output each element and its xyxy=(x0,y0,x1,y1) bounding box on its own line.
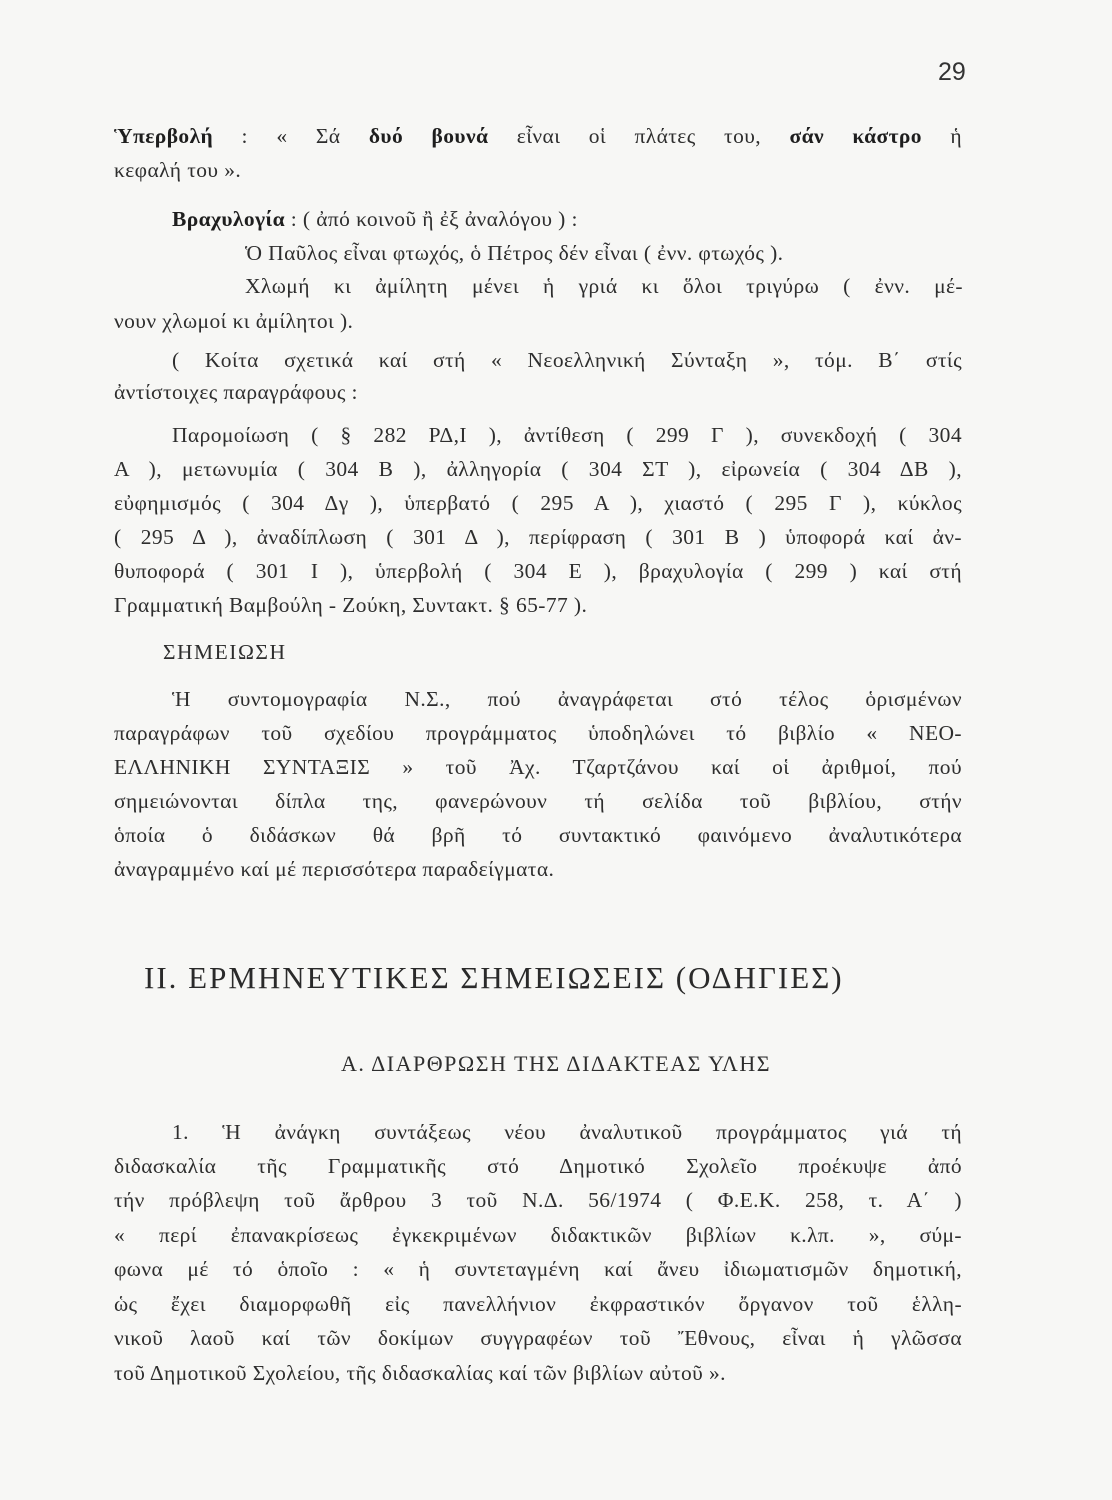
section-heading: ΙΙ. ΕΡΜΗΝΕΥΤΙΚΕΣ ΣΗΜΕΙΩΣΕΙΣ (ΟΔΗΓΙΕΣ) xyxy=(144,960,844,995)
para1-line-8: τοῦ Δημοτικοῦ Σχολείου, τῆς διδασκαλίας καί τῶν βιβλίων αὐτοῦ ». xyxy=(114,1361,726,1385)
note-line-6: ἀναγραμμένο καί μέ περισσότερα παραδείγματα. xyxy=(114,857,555,881)
figures-line-4: ( 295 Δ ), ἀναδίπλωση ( 301 Δ ), περίφραση ( 301 Β ) ὑποφορά καί ἀν- xyxy=(114,525,962,549)
note-line-5: ὁποία ὁ διδάσκων θά βρῆ τό συντακτικό φαινόμενο ἀναλυτικότερα xyxy=(114,823,962,847)
figures-line-3: εὐφημισμός ( 304 Δγ ), ὑπερβατό ( 295 Α ), χιαστό ( 295 Γ ), κύκλος xyxy=(114,491,962,515)
subsection-heading: Α. ΔΙΑΡΘΡΩΣΗ ΤΗΣ ΔΙΔΑΚΤΕΑΣ ΥΛΗΣ xyxy=(340,1051,772,1076)
hyperbole-bold-2: σάν κάστρο xyxy=(789,124,922,148)
brachylogia-example-1: Ὁ Παῦλος εἶναι φτωχός, ὁ Πέτρος δέν εἶναι ( ἐνν. φτωχός ). xyxy=(245,241,784,265)
brachylogia-line xyxy=(172,204,1020,234)
hyperbole-mid: εἶναι οἱ πλάτες του, xyxy=(488,124,790,148)
note-line-4: σημειώνονται δίπλα της, φανερώνουν τή σελίδα τοῦ βιβλίου, στήν xyxy=(114,789,962,813)
hyperbole-term: Ὑπερβολή xyxy=(114,124,214,148)
hyperbole-line-1 xyxy=(114,121,962,151)
figures-line-2: Α ), μετωνυμία ( 304 Β ), ἀλληγορία ( 304 ΣΤ ), εἰρωνεία ( 304 ΔΒ ), xyxy=(114,457,962,481)
para1-line-6: ὡς ἔχει διαμορφωθῆ εἰς πανελλήνιον ἐκφραστικόν ὄργανον τοῦ ἑλλη- xyxy=(114,1292,962,1316)
note-line-3: ΕΛΛΗΝΙΚΗ ΣΥΝΤΑΞΙΣ » τοῦ Ἀχ. Τζαρτζάνου καί οἱ ἀριθμοί, πού xyxy=(114,755,962,779)
note-line-1: Ἡ συντομογραφία Ν.Σ., πού ἀναγράφεται στό τέλος ὁρισμένων xyxy=(172,687,962,711)
hyperbole-sep: : « Σά xyxy=(213,124,369,148)
para1-line-3: τήν πρόβλεψη τοῦ ἄρθρου 3 τοῦ Ν.Δ. 56/1974 ( Φ.Ε.Κ. 258, τ. Α΄ ) xyxy=(114,1188,962,1212)
figures-line-1: Παρομοίωση ( § 282 ΡΔ,Ι ), ἀντίθεση ( 299 Γ ), συνεκδοχή ( 304 xyxy=(172,423,962,447)
figures-line-5: θυποφορά ( 301 Ι ), ὑπερβολή ( 304 Ε ), βραχυλογία ( 299 ) καί στή xyxy=(114,559,962,583)
para1-line-1: 1. Ἡ ἀνάγκη συντάξεως νέου ἀναλυτικοῦ προγράμματος γιά τή xyxy=(172,1120,962,1144)
hyperbole-end: ἡ xyxy=(921,124,962,148)
hyperbole-line-2: κεφαλή του ». xyxy=(114,158,242,182)
hyperbole-bold-1: δυό βουνά xyxy=(368,124,489,148)
brachylogia-term: Βραχυλογία xyxy=(172,207,285,231)
para1-line-4: « περί ἐπανακρίσεως ἐγκεκριμένων διδακτικῶν βιβλίων κ.λπ. », σύμ- xyxy=(114,1223,962,1247)
brachylogia-example-2-line-2: νουν χλωμοί κι ἀμίλητοι ). xyxy=(114,309,354,333)
note-heading: ΣΗΜΕΙΩΣΗ xyxy=(163,640,287,664)
figures-line-6: Γραμματική Βαμβούλη - Ζούκη, Συντακτ. § 65-77 ). xyxy=(114,593,588,617)
brachylogia-example-2-line-1: Χλωμή κι ἀμίλητη μένει ἡ γριά κι ὅλοι τριγύρω ( ἐνν. μέ- xyxy=(245,274,963,298)
para1-line-7: νικοῦ λαοῦ καί τῶν δοκίμων συγγραφέων τοῦ Ἔθνους, εἶναι ἡ γλῶσσα xyxy=(114,1326,962,1350)
note-line-2: παραγράφων τοῦ σχεδίου προγράμματος ὑποδηλώνει τό βιβλίο « ΝΕΟ- xyxy=(114,721,962,745)
reference-line-2: ἀντίστοιχες παραγράφους : xyxy=(114,380,358,404)
page-number: 29 xyxy=(938,58,966,86)
para1-line-5: φωνα μέ τό ὁποῖο : « ἡ συντεταγμένη καί ἄνευ ἰδιωματισμῶν δημοτική, xyxy=(114,1257,962,1281)
para1-line-2: διδασκαλία τῆς Γραμματικῆς στό Δημοτικό Σχολεῖο προέκυψε ἀπό xyxy=(114,1154,962,1178)
brachylogia-rest: : ( ἀπό κοινοῦ ἢ ἐξ ἀναλόγου ) : xyxy=(284,207,578,231)
reference-line-1: ( Κοίτα σχετικά καί στή « Νεοελληνική Σύνταξη », τόμ. Β΄ στίς xyxy=(172,348,962,372)
